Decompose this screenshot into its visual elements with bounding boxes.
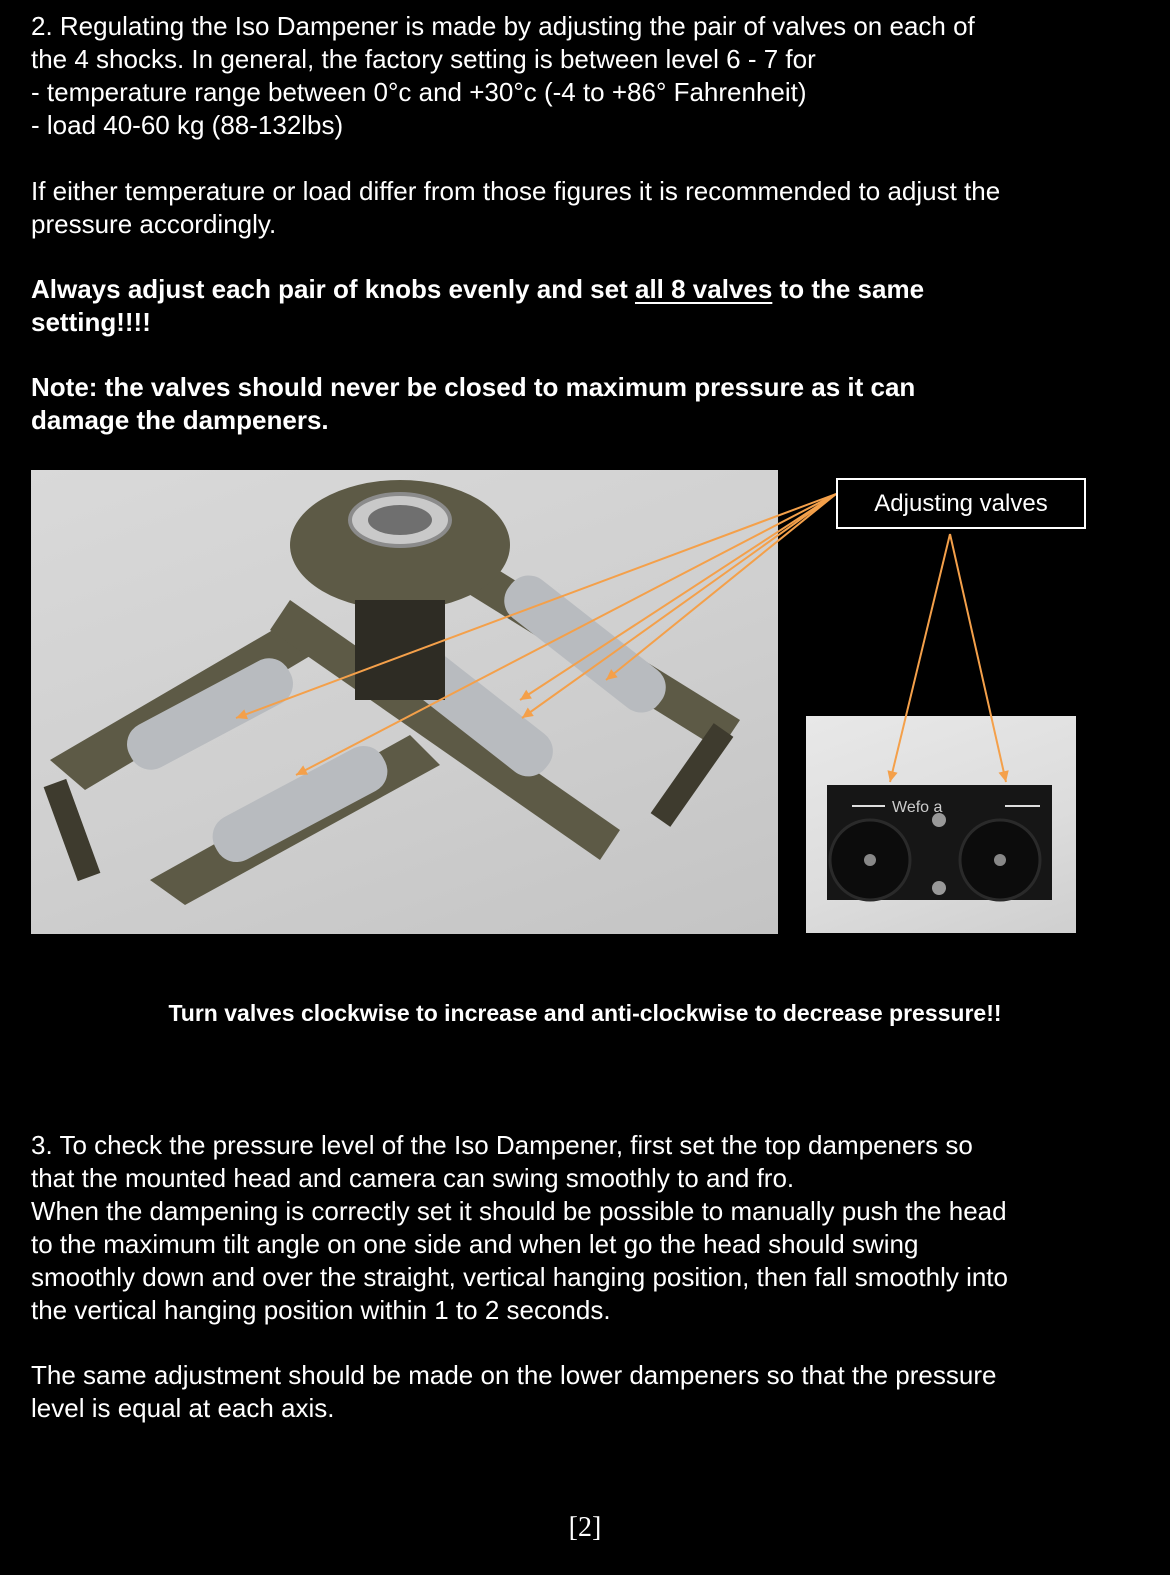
text-line: The same adjustment should be made on the lower dampeners so that the pressure — [31, 1360, 997, 1390]
arrow-head — [887, 770, 897, 782]
text-line: damage the dampeners. — [31, 405, 329, 435]
inset-brand-text: Wefo a — [892, 799, 943, 816]
adjusting-valves-callout: Adjusting valves — [836, 478, 1086, 529]
arrow-line — [520, 494, 836, 700]
warning-line-2: setting!!!! — [31, 307, 151, 337]
text-line: 3. To check the pressure level of the Iso Dampener, first set the top dampeners so — [31, 1130, 973, 1160]
text-line: When the dampening is correctly set it should be possible to manually push the head — [31, 1196, 1007, 1226]
text-line: Note: the valves should never be closed to maximum pressure as it can — [31, 372, 916, 402]
text-line: If either temperature or load differ from those figures it is recommended to adjust the — [31, 176, 1001, 206]
arrow-head — [522, 707, 534, 718]
arrow-line — [606, 494, 836, 680]
arrow-head — [999, 770, 1009, 782]
warning-underlined: all 8 valves — [634, 274, 773, 304]
text-line: to the maximum tilt angle on one side and when let go the head should swing — [31, 1229, 919, 1259]
text-line: that the mounted head and camera can swing smoothly to and fro. — [31, 1163, 795, 1193]
section-3-text — [31, 1129, 1141, 1327]
figure-caption: Turn valves clockwise to increase and anti-clockwise to decrease pressure!! — [168, 1000, 1002, 1026]
text-line: - load 40-60 kg (88-132lbs) — [31, 110, 344, 140]
arrow-head — [520, 690, 532, 700]
page-number: [2] — [568, 1512, 602, 1543]
text-line: smoothly down and over the straight, vertical hanging position, then fall smoothly into — [31, 1262, 1008, 1292]
arrow-line — [950, 534, 1006, 782]
text-line: - temperature range between 0°c and +30°c (-4 to +86° Fahrenheit) — [31, 77, 807, 107]
valve-block-drawing — [827, 785, 1052, 900]
text-line: pressure accordingly. — [31, 209, 277, 239]
lower-dampener-text — [31, 1359, 1141, 1425]
dampener-frame-drawing — [44, 480, 740, 905]
warning-suffix: to the same — [772, 274, 925, 304]
text-line: the 4 shocks. In general, the factory setting is between level 6 - 7 for — [31, 44, 816, 74]
arrow-line — [890, 534, 950, 782]
text-line: 2. Regulating the Iso Dampener is made by adjusting the pair of valves on each of — [31, 11, 975, 41]
text-line: the vertical hanging position within 1 to 2 seconds. — [31, 1295, 611, 1325]
warning-prefix: Always adjust each pair of knobs evenly and set — [31, 274, 635, 304]
text-line: level is equal at each axis. — [31, 1393, 335, 1423]
